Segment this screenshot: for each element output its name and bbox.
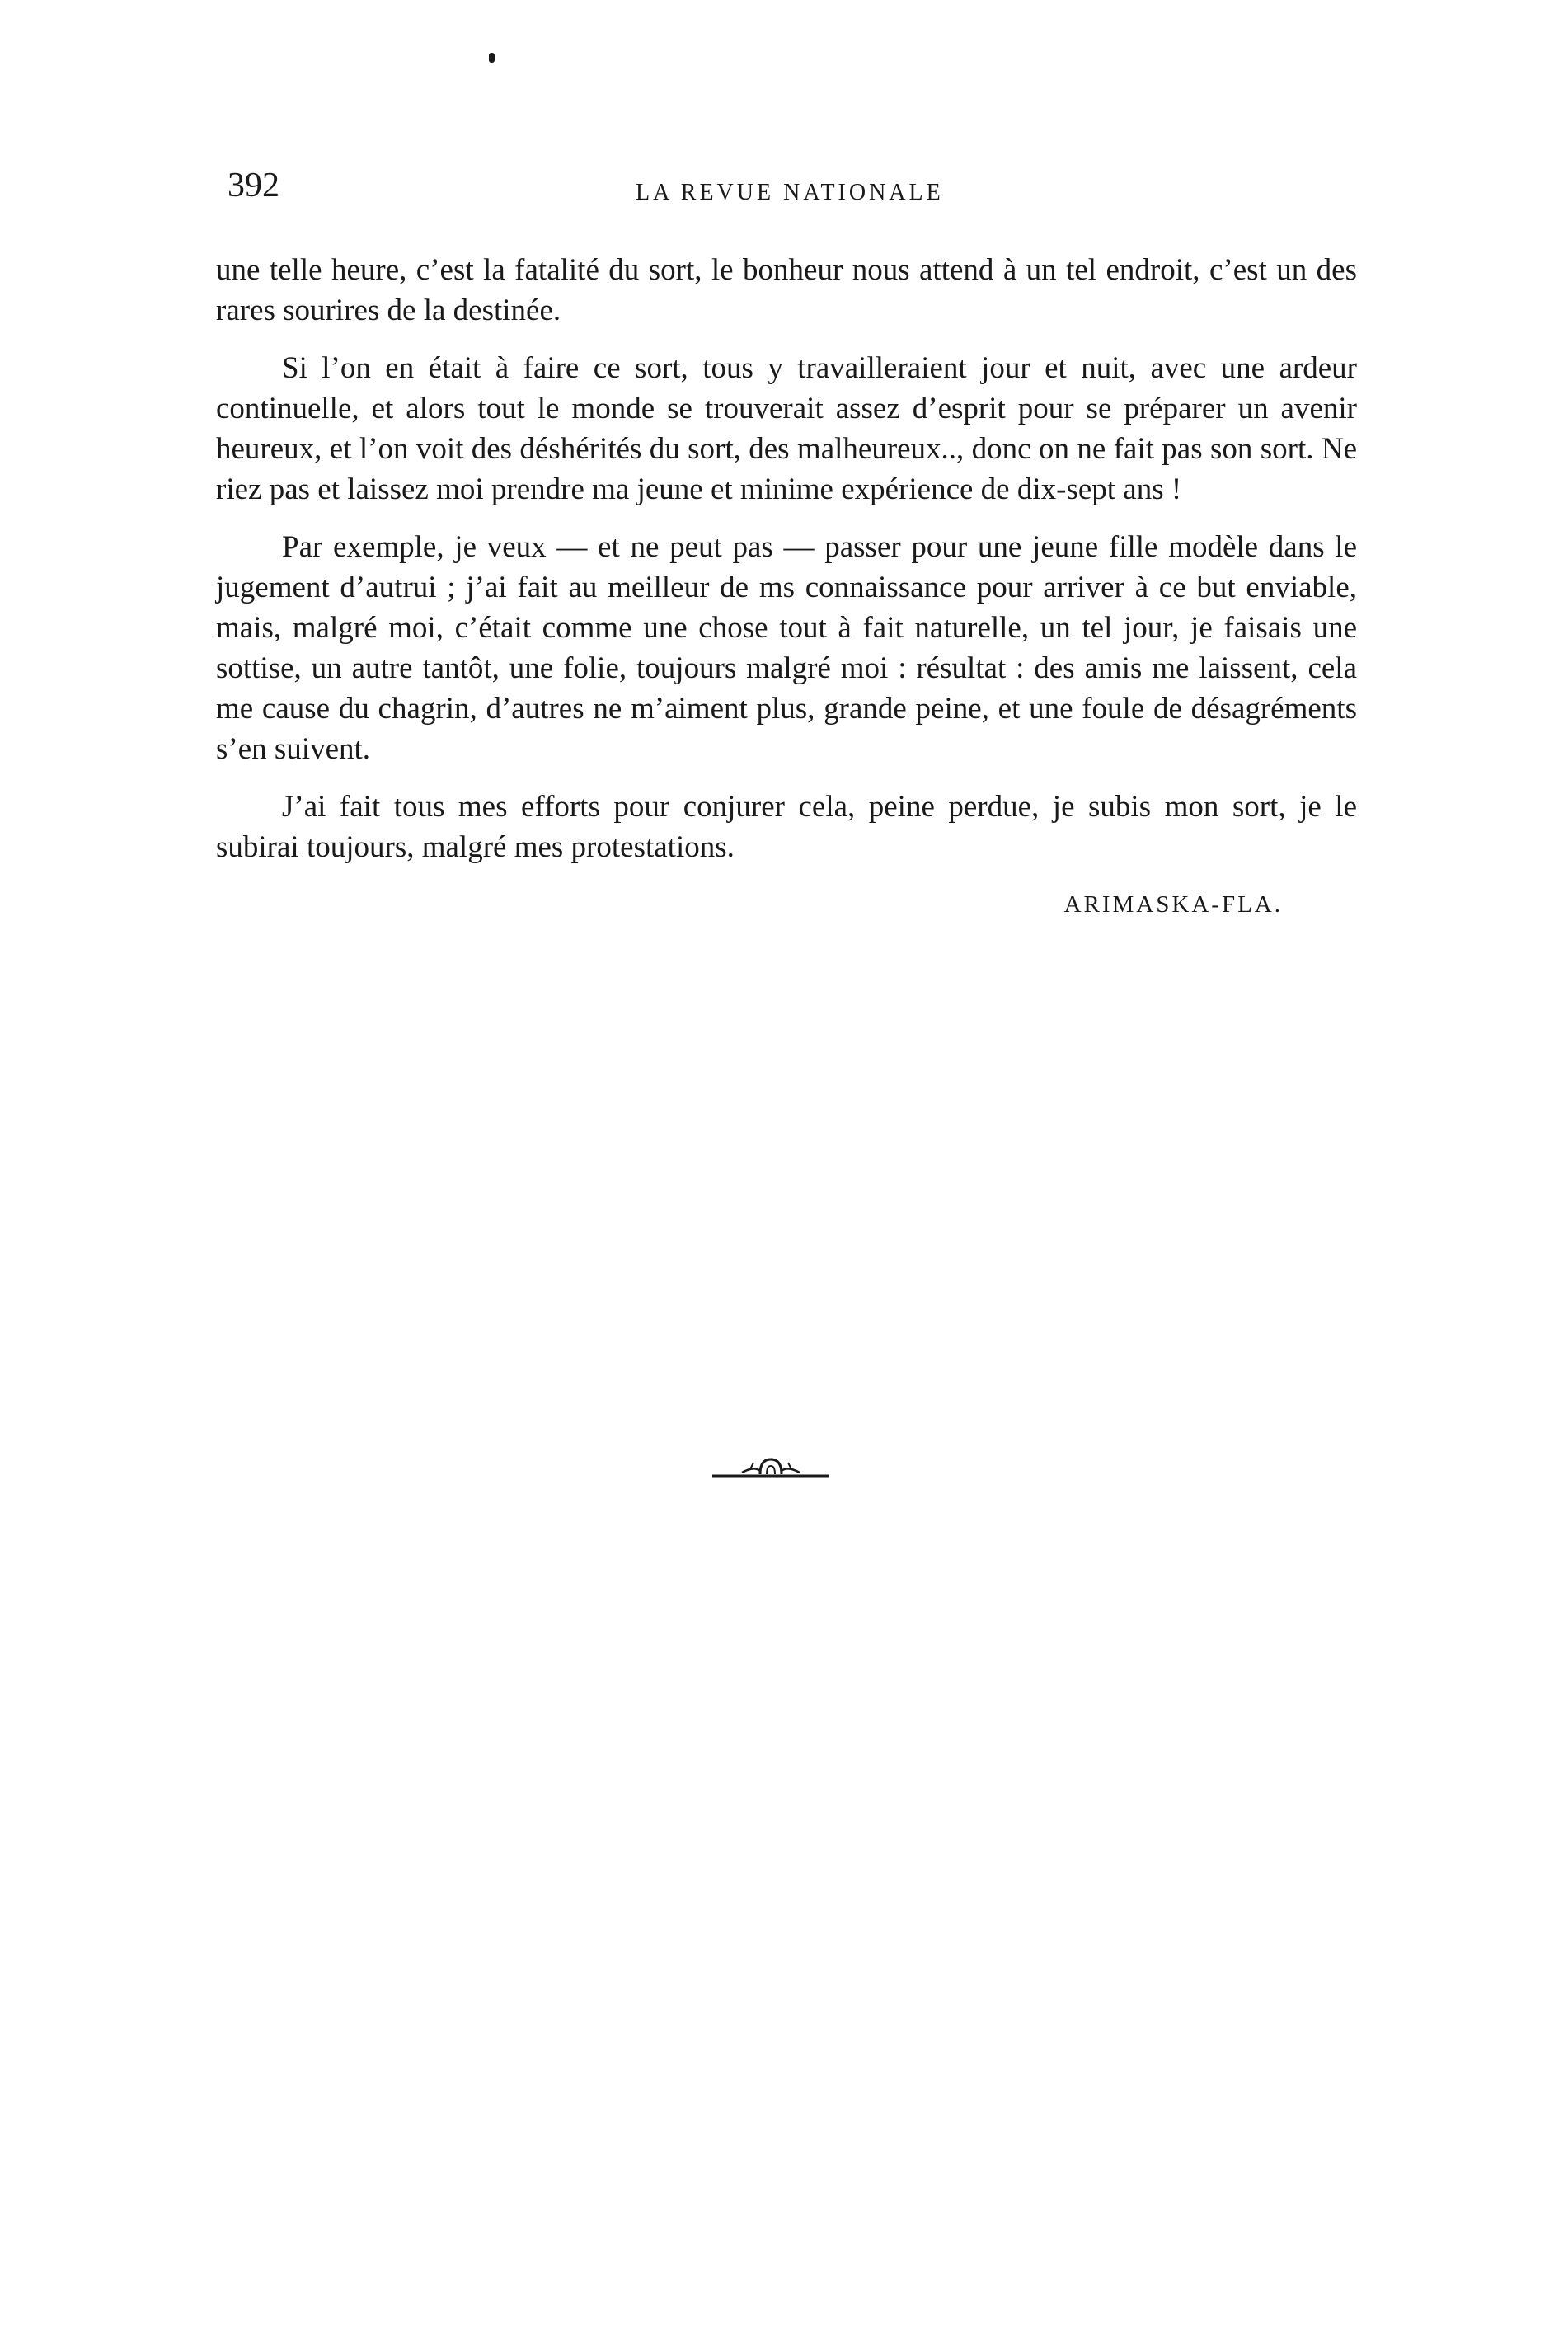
paragraph-4: J’ai fait tous mes efforts pour conjurer cela, peine perdue, je subis mon sort, je le subirai toujours, malgré mes protestations. xyxy=(216,790,1357,864)
author-signature: ARIMASKA-FLA. xyxy=(1063,891,1283,918)
page-number: 392 xyxy=(228,167,279,204)
article-body xyxy=(216,250,1357,925)
paragraph-2: Si l’on en était à faire ce sort, tous y travailleraient jour et nuit, avec une ardeur continuelle, et alors tout le monde se trouverait assez d’esprit pour se préparer un avenir heureux, et l’on voit des déshérités du sort, des malheureux.., donc on ne fait pas son sort. Ne riez pas et laissez moi prendre ma jeune et minime expérience de dix-sept ans ! xyxy=(216,351,1357,506)
ornament-flourish-icon xyxy=(709,1451,833,1484)
paragraph-3: Par exemple, je veux — et ne peut pas — passer pour une jeune fille modèle dans le jugement d’autrui ; j’ai fait au meilleur de ms connaissance pour arriver à ce but enviable, mais, malgré moi, c’était comme une chose tout à fait naturelle, un tel jour, je faisais une sottise, un autre tantôt, une folie, toujours malgré moi : résultat : des amis me laissent, cela me cause du chagrin, d’autres ne m’aiment plus, grande peine, et une foule de désagréments s’en suivent. xyxy=(216,530,1357,766)
running-head xyxy=(228,165,1369,214)
paragraph-1: une telle heure, c’est la fatalité du sort, le bonheur nous attend à un tel endroit, c’est un des rares sourires de la destinée. xyxy=(216,253,1357,327)
stray-ink-dot xyxy=(489,53,495,63)
journal-title: LA REVUE NATIONALE xyxy=(636,180,944,205)
